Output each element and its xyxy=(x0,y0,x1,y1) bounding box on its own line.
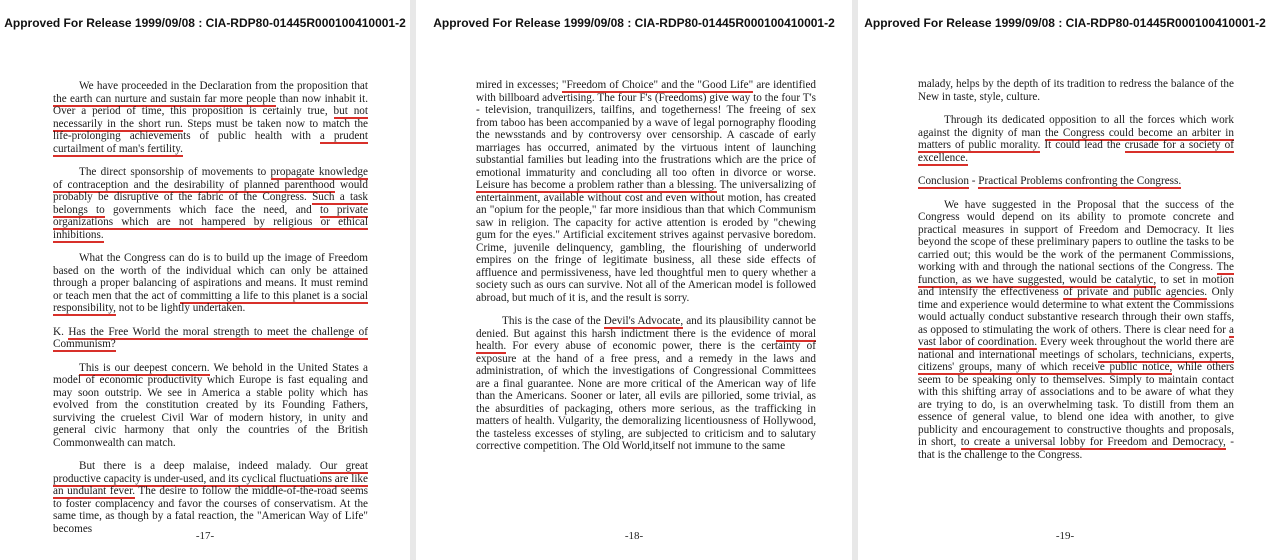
text-run: mired in excesses; xyxy=(476,79,562,91)
highlighted-passage: a prudent curtailment of man's fertility. xyxy=(53,130,369,155)
highlighted-passage: of private and public agencies. xyxy=(1063,286,1208,298)
highlighted-passage: Conclusion xyxy=(918,175,969,187)
paragraph xyxy=(918,78,1234,103)
text-run: to set in motion and intensify the effectiveness xyxy=(918,273,1234,298)
text-run: What the Congress can do is to build up the image of Freedom based on the worth of the individual which can only be attained through a proper balancing of aspirations and means. It must remind or teach men that the act of xyxy=(53,252,368,302)
highlighted-passage: This is our deepest concern. xyxy=(79,361,210,374)
release-header: Approved For Release 1999/09/08 : CIA-RDP80-01445R000100410001-2 xyxy=(4,16,406,30)
text-run: The desire to follow the middle-of-the-road seems to foster complacency and favor the courses of conservatism. At the same time, as though by a fatal reaction, the "American Way of Life" becomes xyxy=(53,485,369,535)
text-run: K. xyxy=(53,325,69,338)
page-body xyxy=(0,80,410,546)
highlighted-passage: to private organizations which are not hampered by religious or ethical inhibitions. xyxy=(53,203,368,241)
text-run: and its plausibility cannot be denied. But against this harsh indictment there is the evidence xyxy=(476,315,816,340)
highlighted-passage: the Congress could become an arbiter in matters of public morality. xyxy=(918,126,1234,151)
text-run: Only time and experience would determine to what extent the Commissions would actually conduct substantive research through their own staffs, as opposed to stimulating the work of others. There is clear need for xyxy=(918,286,1234,336)
text-run: The universalizing of entertainment, available without cost and even without motion, has created an "opium for the people," far more insidious than that which Communism saw in religion. The capacity for active attention is eroded by "chewing gum for the eyes." Artificial excitement strives against pervasive boredom. Crime, juvenile delinquency, gambling, the flourishing of underworld empires on the fringe of legitimate business, all these side effects of affluence and permissiveness, have led thoughtful men to query whether a society such as ours can survive. Not all of the American model is followed abroad, but much of it is, and the result is sorry. xyxy=(476,179,816,304)
highlighted-passage: committing a life to this planet is a social responsibility, xyxy=(53,289,369,314)
paragraph xyxy=(53,326,368,351)
text-run: We have suggested in the Proposal that the success of the Congress would depend on its ability to promote concrete and practical measures in support of Freedom and Democracy. It lies beyond the scope of these preliminary papers to outline the tasks to be carried out; this would be the work of the permanent Commissions, working with and through the national sections of the Congress. xyxy=(918,198,1234,273)
paragraph xyxy=(53,252,368,315)
text-run: For every abuse of economic power, there is the certainty of exposure at the hand of a free press, and a remedy in the laws and administration, of which the investigations of Congressional Committees are a final guarantee. None are more critical of the American way of life than the Americans. Sooner or later, all evils are pilloried, some trivial, as the absurdities of packaging, others more serious, as the trafficking in matters of health. Vulgarity, the demoralizing licentiousness of Hollywood, the tasteless excesses of styling, are subjected to criticism and to salutary corrective competition. The Old World,itself not immune to the same xyxy=(476,340,816,452)
page-body xyxy=(858,78,1272,472)
text-run: are identified with billboard advertising. The four F's (Freedoms) give way to the four T's - television, tranquilizers, tailfins, and togetherness! The freeing of sex from taboo has been accompanied by a wave of legal pornography flooding the newsstands and by controversy over censorship. A cascade of early marriages has occurred, animated by the virtuous intent of launching substantial families but leading into the frustrations which are the price of emotional immaturity and concluding all too often in divorce or worse. xyxy=(476,79,817,179)
text-run: The direct sponsorship of movements to xyxy=(79,166,271,178)
paragraph xyxy=(918,114,1234,164)
highlighted-passage: Leisure has become a problem rather than a blessing. xyxy=(476,179,717,191)
highlighted-passage: propagate knowledge of contraception and the desirability of planned parenthood xyxy=(53,166,368,191)
paragraph xyxy=(53,80,368,155)
highlighted-passage: but not necessarily in the short run. xyxy=(53,105,369,130)
highlighted-passage: the earth can nurture and sustain far more people xyxy=(53,92,277,105)
text-run: We have proceeded in the Declaration from the proposition that xyxy=(79,80,368,92)
release-header: Approved For Release 1999/09/08 : CIA-RDP80-01445R000100410001-2 xyxy=(864,16,1266,30)
text-run: - that is the challenge to the Congress. xyxy=(918,436,1235,461)
page-number: -17- xyxy=(195,530,215,542)
text-run: Steps must be taken now to match the life-prolonging achievements of public health with xyxy=(53,117,369,142)
text-run: malady, helps by the depth of its tradition to redress the balance of the New in taste, style, culture. xyxy=(918,78,1234,103)
page-17 xyxy=(0,0,410,560)
release-header: Approved For Release 1999/09/08 : CIA-RDP80-01445R000100410001-2 xyxy=(433,16,835,30)
text-run: would probably be disruptive of the fabric of the Congress. xyxy=(53,178,368,203)
paragraph xyxy=(53,460,368,535)
text-run: This is the case of the xyxy=(502,315,604,327)
text-run: We behold in the United States a model of economic productivity which Europe is fast equaling and may soon outstrip. We see in America a stable polity which has evolved from the constitution created by its Founding Fathers, surviving the cruelest Civil War of modern history, in unity and general civic harmony that only the countries of the British Commonwealth can match. xyxy=(53,361,368,449)
highlighted-passage: Such a task belongs to xyxy=(53,191,368,216)
text-run: Every week throughout the world there are national and international meetings of xyxy=(918,336,1235,361)
highlighted-passage: The function, as we have suggested, would be catalytic, xyxy=(918,261,1234,286)
text-run: than now inhabit it. Over a period of time, this proposition is certainly true, xyxy=(53,92,368,117)
highlighted-passage: crusade for a society of excellence. xyxy=(918,139,1234,164)
page-18 xyxy=(416,0,852,560)
text-run: But there is a deep malaise, indeed malady. xyxy=(79,460,320,472)
paragraph xyxy=(918,175,1234,188)
highlighted-passage: of moral health. xyxy=(476,327,816,352)
highlighted-passage: Devil's Advocate, xyxy=(603,315,684,327)
paragraph xyxy=(476,79,816,304)
text-run: - xyxy=(968,175,979,187)
highlighted-passage: Practical Problems confronting the Congress. xyxy=(978,175,1182,187)
paragraph xyxy=(53,166,368,241)
highlighted-passage: to create a universal lobby for Freedom and Democracy, xyxy=(960,436,1226,448)
text-run: It could lead the xyxy=(1040,139,1125,151)
page-number: -18- xyxy=(624,530,644,542)
highlighted-passage: scholars, technicians, experts, citizens' groups, many of which receive public notice, xyxy=(918,348,1234,373)
highlighted-passage: a vast labor of coordination. xyxy=(918,323,1234,348)
paragraph xyxy=(476,315,816,453)
highlighted-passage: "Freedom of Choice" and the "Good Life" xyxy=(561,79,754,91)
page-number: -19- xyxy=(1055,530,1075,542)
page-body xyxy=(416,79,852,464)
highlighted-passage: Has the Free World the moral strength to meet the challenge of Communism? xyxy=(53,325,368,350)
text-run: Through its dedicated opposition to all the forces which work against the dignity of man xyxy=(918,114,1234,139)
paragraph xyxy=(53,362,368,450)
text-run: while others seem to be speaking only to themselves. Simply to maintain contact with this shifting array of associations and to be aware of what they are trying to do, is an overwhelming task. To distill from them an essence of general value, to blend one idea with another, to give publicity and encouragement to constructive thoughts and proposals, in short, xyxy=(918,361,1234,448)
paragraph xyxy=(918,199,1234,462)
text-run: governments which face the need, and xyxy=(104,203,320,216)
highlighted-passage: Our great productive capacity is under-used, and its cyclical fluctuations are like an undulant fever. xyxy=(53,460,368,497)
page-19 xyxy=(858,0,1272,560)
text-run: not to be lightly undertaken. xyxy=(115,302,246,314)
